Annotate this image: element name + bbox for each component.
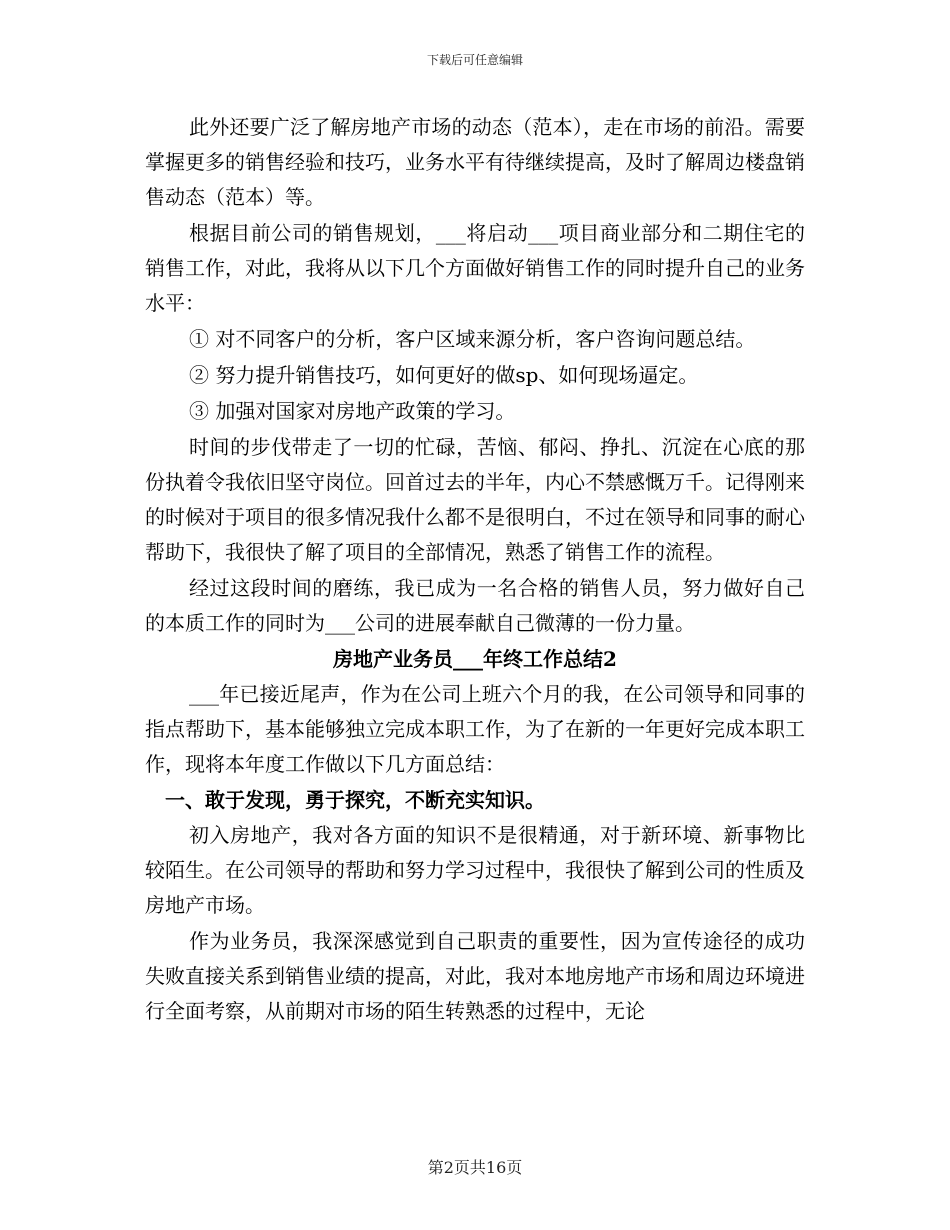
section-heading-summary-2: 房地产业务员___年终工作总结2 [333, 647, 617, 671]
paragraph-year-end: ___年已接近尾声，作为在公司上班六个月的我，在公司领导和同事的指点帮助下，基本能够独立完成本职工作，为了在新的一年更好完成本职工作，现将本年度工作做以下几方面总结： [145, 682, 805, 776]
document-body [145, 110, 805, 1030]
list-item-customer-analysis: ① 对不同客户的分析，客户区域来源分析，客户咨询问题总结。 [189, 327, 756, 351]
paragraph-sales-plan: 根据目前公司的销售规划，___将启动___项目商业部分和二期住宅的销售工作，对此，我将从以下几个方面做好销售工作的同时提升自己的业务水平： [145, 221, 805, 315]
page-number: 第2页共16页 [427, 1158, 523, 1177]
list-item-sales-skills: ② 努力提升销售技巧，如何更好的做sp、如何现场逼定。 [189, 363, 699, 387]
paragraph-reflection: 时间的步伐带走了一切的忙碌，苦恼、郁闷、挣扎、沉淀在心底的那份执着令我依旧坚守岗位。回首过去的半年，内心不禁感慨万千。记得刚来的时候对于项目的很多情况我什么都不是很明白，不过在领导和同事的耐心帮助下，我很快了解了项目的全部情况，熟悉了销售工作的流程。 [145, 435, 805, 564]
list-item-policy-study: ③ 加强对国家对房地产政策的学习。 [189, 399, 516, 423]
paragraph-responsibility: 作为业务员，我深深感觉到自己职责的重要性，因为宣传途径的成功失败直接关系到销售业绩的提高，对此，我对本地房地产市场和周边环境进行全面考察，从前期对市场的陌生转熟悉的过程中，无论 [145, 929, 805, 1023]
subsection-title-1: 一、敢于发现，勇于探究，不断充实知识。 [165, 788, 545, 812]
paragraph-new-to-real-estate: 初入房地产，我对各方面的知识不是很精通，对于新环境、新事物比较陌生。在公司领导的帮助和努力学习过程中，我很快了解到公司的性质及房地产市场。 [145, 823, 805, 917]
paragraph-market-dynamics: 此外还要广泛了解房地产市场的动态（范本），走在市场的前沿。需要掌握更多的销售经验和技巧，业务水平有待继续提高，及时了解周边楼盘销售动态（范本）等。 [145, 115, 805, 209]
page-header-note: 下载后可任意编辑 [426, 53, 523, 67]
paragraph-qualified-sales: 经过这段时间的磨练，我已成为一名合格的销售人员，努力做好自己的本质工作的同时为___公司的进展奉献自己微薄的一份力量。 [145, 576, 805, 635]
